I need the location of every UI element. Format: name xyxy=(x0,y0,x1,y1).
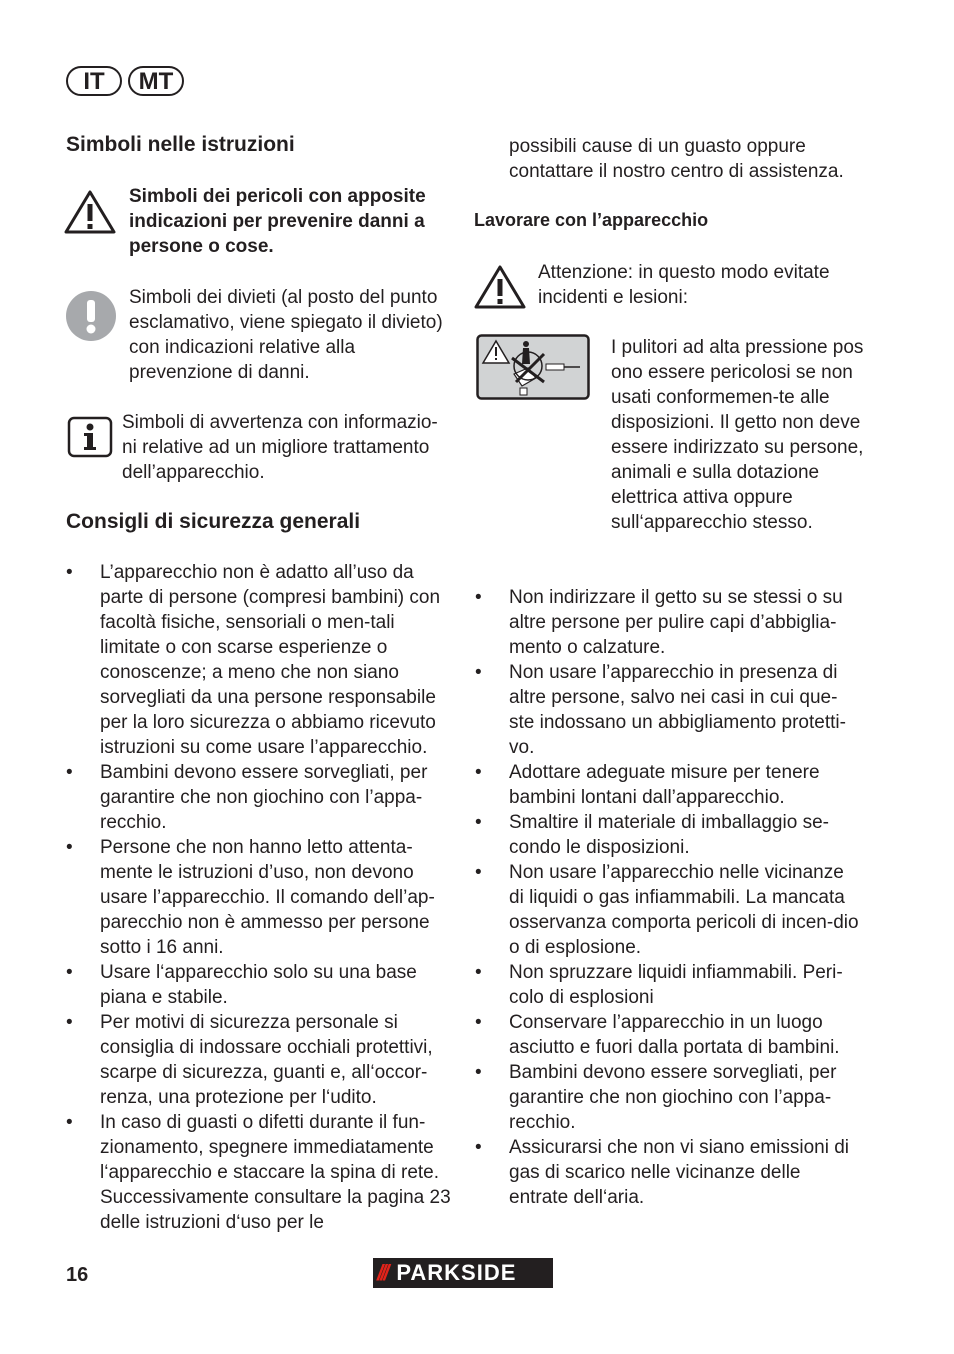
prohibition-exclamation-icon xyxy=(66,291,116,341)
list-item: • Adottare adeguate misure per tenere bambini lontani dall’apparecchio. xyxy=(475,760,861,810)
info-icon xyxy=(67,416,113,458)
symbol-danger-text: Simboli dei pericoli con apposite indicazioni per prevenire danni a persone o cose. xyxy=(129,186,426,257)
symbol-prohibition-text: Simboli dei divieti (al posto del punto esclamativo, viene spiegato il divieto) con indicazioni relative alla prevenzione di danni. xyxy=(129,287,443,383)
pressure-washer-warning-label xyxy=(476,334,590,400)
page-number: 16 xyxy=(66,1264,89,1286)
subheading-working: Lavorare con l’apparecchio xyxy=(474,210,709,230)
list-item: • Non indirizzare il getto su se stessi o su altre persone per pulire capi d’abbiglia-mento o calzature. xyxy=(475,585,861,660)
heading-symbols: Simboli nelle istruzioni xyxy=(66,133,295,156)
symbol-info-text: Simboli di avvertenza con informazio-ni relative ad un migliore trattamento dell’apparecchio. xyxy=(122,412,438,483)
list-item: • Conservare l’apparecchio in un luogo asciutto e fuori dalla portata di bambini. xyxy=(475,1010,861,1060)
list-item: • Non spruzzare liquidi infiammabili. Peri-colo di esplosioni xyxy=(475,960,861,1010)
pressure-warning-text: I pulitori ad alta pressione pos ono essere pericolosi se non usati conformemen-te alle disposizioni. Il getto non deve essere indirizzato su persone, animali e sulla dotazione elettrica attiva oppure sull‘apparecchio stesso. xyxy=(611,337,864,533)
continuation-text: possibili cause di un guasto oppure contattare il nostro centro di assistenza. xyxy=(509,136,844,182)
list-item: • In caso di guasti o difetti durante il fun-zionamento, spegnere immediatamente l‘apparecchio e staccare la spina di rete. Successivamente consultare la pagina 23 delle istruzioni d‘uso per le xyxy=(66,1110,452,1235)
warning-triangle-icon xyxy=(474,264,526,310)
logo-text: PARKSIDE xyxy=(396,1260,517,1285)
lang-badge-mt: MT xyxy=(128,66,184,96)
warning-text: Attenzione: in questo modo evitate incidenti e lesioni: xyxy=(538,262,830,308)
logo-stripes-icon: /// xyxy=(377,1260,387,1285)
list-item: • Bambini devono essere sorvegliati, per garantire che non giochino con l’appa-recchio. xyxy=(475,1060,861,1135)
language-badges xyxy=(66,66,184,96)
warning-triangle-icon xyxy=(64,189,116,235)
list-item: • Smaltire il materiale di imballaggio se-condo le disposizioni. xyxy=(475,810,861,860)
list-item: • Non usare l’apparecchio nelle vicinanze di liquidi o gas infiammabili. La mancata osservanza comporta pericoli di incen-dio o di esplosione. xyxy=(475,860,861,960)
safety-bullet-list xyxy=(66,560,452,1235)
list-item: • Persone che non hanno letto attenta-mente le istruzioni d’uso, non devono usare l’apparecchio. Il comando dell’ap-parecchio non è ammesso per persone sotto i 16 anni. xyxy=(66,835,452,960)
list-item: • L’apparecchio non è adatto all’uso da parte di persone (compresi bambini) con facoltà fisiche, sensoriali o men-tali limitate o con scarse esperienze o conoscenze; a meno che non siano sorvegliati da una persone responsabile per la loro sicurezza o abbiamo ricevuto istruzioni su come usare l’apparecchio. xyxy=(66,560,452,760)
list-item: • Usare l‘apparecchio solo su una base piana e stabile. xyxy=(66,960,452,1010)
list-item: • Assicurarsi che non vi siano emissioni di gas di scarico nelle vicinanze delle entrate dell‘aria. xyxy=(475,1135,861,1210)
list-item: • Bambini devono essere sorvegliati, per garantire che non giochino con l’appa-recchio. xyxy=(66,760,452,835)
list-item: • Non usare l’apparecchio in presenza di altre persone, salvo nei casi in cui que-ste indossano un abbigliamento protetti-vo. xyxy=(475,660,861,760)
lang-badge-it: IT xyxy=(66,66,122,96)
list-item: • Per motivi di sicurezza personale si consiglia di indossare occhiali protettivi, scarpe di sicurezza, guanti e, all‘occor-renza, una protezione per l‘udito. xyxy=(66,1010,452,1110)
parkside-logo xyxy=(373,1258,553,1288)
working-bullet-list xyxy=(475,585,861,1210)
heading-safety: Consigli di sicurezza generali xyxy=(66,510,361,533)
